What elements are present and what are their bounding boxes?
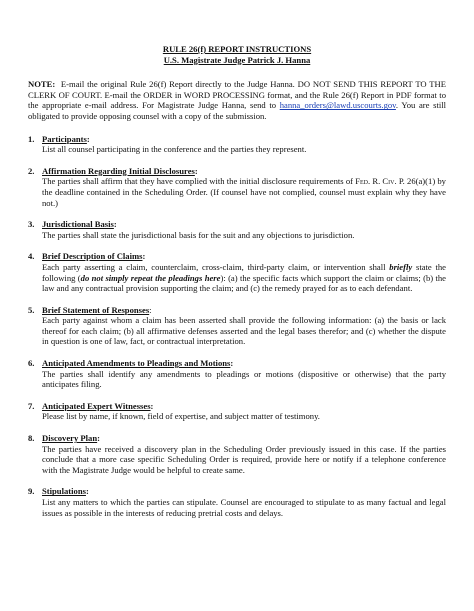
section-body-part-b: 26(a)(1) by the deadline contained in the Scheduling Order. (If counsel have not complied, counsel must explain why they have not.) [42,176,446,208]
section-colon: : [194,165,198,176]
section-colon: : [149,304,152,315]
section-number: 1. [28,133,35,144]
section-title: Brief Statement of Responses [42,304,150,315]
section-heading [28,433,446,444]
section-body: The parties shall state the jurisdictional basis for the suit and any objections to jurisdiction. [42,229,355,240]
section-heading [28,305,446,316]
section-heading [28,401,446,412]
section-body-part-b: state the following ( [42,261,446,283]
section-body-part-c: ): (a) the specific facts which support the claim or claims; (b) the law and any contractual provision supporting the claim; and (c) the remedy prayed for as to each defendant. [42,272,446,294]
section-anticipated-expert-witnesses [28,401,446,422]
email-link[interactable]: hanna_orders@lawd.uscourts.gov [279,100,396,111]
section-body: The parties have received a discovery plan in the Scheduling Order previously issued in this case. If the parties conclude that a more case specific Scheduling Order is required, provide here or notify if a telephone conference with the Magistrate Judge would be helpful to create same. [42,443,446,475]
note-text-before-email: E-mail the original Rule 26(f) Report directly to the Judge Hanna. DO NOT SEND THIS REPORT TO THE CLERK OF COURT. E-mail the ORDER in WORD PROCESSING format, and the Rule 26(f) Report in PDF format to the appropriate e-mail address. For Magistrate Judge Hanna, send to [28,79,447,111]
section-colon: : [142,251,146,262]
section-colon: : [86,133,90,144]
section-title: Affirmation Regarding Initial Disclosures [42,165,195,176]
note-label: NOTE: [28,79,56,90]
section-heading [28,358,446,369]
section-stipulations [28,486,446,518]
title-block [28,44,446,65]
section-title: Stipulations [42,486,86,497]
section-body-part-a: Each party asserting a claim, counterclaim, cross-claim, third-party claim, or intervention shall [42,261,386,272]
section-brief-description-of-claims [28,251,446,293]
section-colon: : [230,358,234,369]
section-number: 9. [28,486,35,497]
section-heading [28,166,446,177]
document-title: RULE 26(f) REPORT INSTRUCTIONS [162,44,312,54]
section-number: 5. [28,304,35,315]
section-body: The parties shall identify any amendments to pleadings or motions (dispositive or otherwise) that the party anticipates filing. [42,368,446,390]
section-discovery-plan [28,433,446,475]
rule-reference: Fed. R. Civ. P. [355,176,405,187]
section-affirmation-initial-disclosures [28,166,446,208]
section-colon: : [85,486,89,497]
section-body-part-a: The parties shall affirm that they have complied with the initial disclosure requirements of [42,176,354,187]
section-number: 4. [28,251,35,262]
note-text-after-email: . You are still obligated to provide opposing counsel with a copy of the submission. [28,100,446,121]
section-brief-statement-of-responses [28,305,446,347]
document-subtitle: U.S. Magistrate Judge Patrick J. Hanna [163,54,311,65]
section-heading [28,219,446,230]
note-paragraph [28,79,446,121]
section-body [28,176,446,208]
section-number: 8. [28,433,35,444]
section-colon: : [113,219,117,230]
section-anticipated-amendments [28,358,446,390]
section-number: 2. [28,165,35,176]
emphasis-briefly: briefly [389,261,413,272]
section-title: Participants [42,133,87,144]
section-body: Each party against whom a claim has been asserted shall provide the following information: (a) the basis or lack thereof for each claim; (b) all affirmative defenses asserted and the legal bases therefor; and (c) whether the dispute in question is one of law, fact, or contractual interpretation. [42,315,446,347]
section-number: 6. [28,358,35,369]
section-title: Discovery Plan [42,433,98,444]
section-jurisdictional-basis [28,219,446,240]
section-body [28,262,446,294]
section-heading [28,134,446,145]
section-number: 7. [28,400,35,411]
section-body: List all counsel participating in the conference and the parties they represent. [42,144,307,155]
section-colon: : [150,400,154,411]
section-participants [28,134,446,155]
section-title: Brief Description of Claims [42,251,143,262]
section-heading [28,251,446,262]
section-title: Anticipated Expert Witnesses [42,400,151,411]
section-heading [28,486,446,497]
section-title: Anticipated Amendments to Pleadings and Motions [42,358,231,369]
section-title: Jurisdictional Basis [42,219,114,230]
section-body: Please list by name, if known, field of expertise, and subject matter of testimony. [42,411,320,422]
section-number: 3. [28,219,35,230]
section-body: List any matters to which the parties can stipulate. Counsel are encouraged to stipulate to as many factual and legal issues as possible in the interests of reducing pretrial costs and delays. [42,497,446,518]
section-colon: : [97,433,101,444]
emphasis-no-repeat: do not simply repeat the pleadings here [80,272,221,283]
